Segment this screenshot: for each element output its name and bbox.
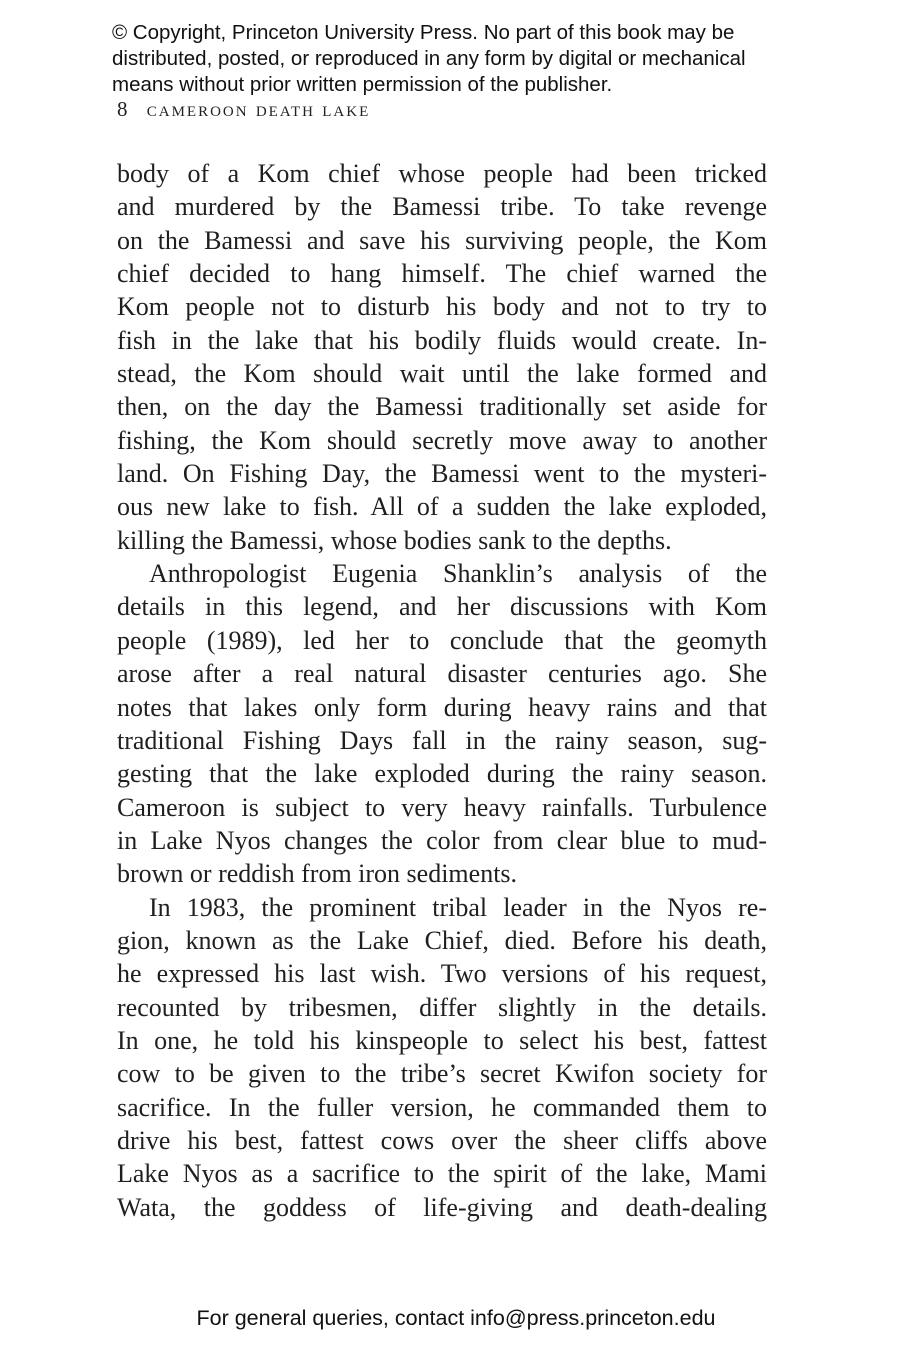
copyright-line: means without prior written permission of the publisher. [112,73,613,96]
text-line: arose after a real natural disaster centuries ago. She [117,659,767,689]
copyright-line: © Copyright, Princeton University Press. No part of this book may be [112,21,735,44]
copyright-notice [112,20,812,98]
text-line: fish in the lake that his bodily fluids would create. In- [117,325,767,355]
text-line: brown or reddish from iron sediments. [117,859,518,889]
text-line: chief decided to hang himself. The chief warned the [117,259,767,289]
text-line: details in this legend, and her discussions with Kom [117,592,767,622]
text-line: body of a Kom chief whose people had been tricked [117,159,767,188]
copyright-line: distributed, posted, or reproduced in any form by digital or mechanical [112,47,746,70]
text-line: cow to be given to the tribe’s secret Kwifon society for [117,1059,767,1089]
text-line: drive his best, fattest cows over the sheer cliffs above [117,1125,767,1155]
text-line: on the Bamessi and save his surviving people, the Kom [117,225,767,255]
text-line: gion, known as the Lake Chief, died. Before his death, [117,925,767,955]
text-line: fishing, the Kom should secretly move away to another [117,425,767,455]
text-line: Kom people not to disturb his body and not to try to [117,292,767,322]
chapter-title: cameroon death lake [146,97,371,121]
text-line: then, on the day the Bamessi traditionally set aside for [117,392,767,422]
text-line: land. On Fishing Day, the Bamessi went to the mysteri- [117,459,767,489]
text-line: Anthropologist Eugenia Shanklin’s analysis of the [149,559,767,589]
text-line: traditional Fishing Days fall in the rainy season, sug- [117,725,767,755]
text-line: gesting that the lake exploded during the rainy season. [117,759,767,789]
footer-text: For general queries, contact info@press.princeton.edu [196,1306,716,1330]
text-line: and murdered by the Bamessi tribe. To take revenge [117,192,767,222]
text-line: people (1989), led her to conclude that the geomyth [117,625,767,655]
page-number: 8 [117,97,128,121]
text-line: sacrifice. In the fuller version, he commanded them to [117,1092,767,1122]
text-line: Lake Nyos as a sacrifice to the spirit of the lake, Mami [117,1159,767,1189]
footer-contact [0,1304,900,1332]
text-line: in Lake Nyos changes the color from clear blue to mud- [117,825,767,855]
body-text [117,157,767,1224]
text-line: recounted by tribesmen, differ slightly in the details. [117,992,767,1022]
text-line: In 1983, the prominent tribal leader in the Nyos re- [149,892,767,922]
text-line: Cameroon is subject to very heavy rainfalls. Turbulence [117,792,767,822]
text-line: In one, he told his kinspeople to select his best, fattest [117,1025,767,1055]
text-line: Wata, the goddess of life-giving and death-dealing [117,1192,767,1222]
text-line: killing the Bamessi, whose bodies sank to the depths. [117,525,672,555]
text-line: he expressed his last wish. Two versions of his request, [117,959,767,989]
text-line: stead, the Kom should wait until the lake formed and [117,359,767,389]
running-head [117,96,370,122]
text-line: notes that lakes only form during heavy rains and that [117,692,767,722]
text-line: ous new lake to fish. All of a sudden the lake exploded, [117,492,767,522]
